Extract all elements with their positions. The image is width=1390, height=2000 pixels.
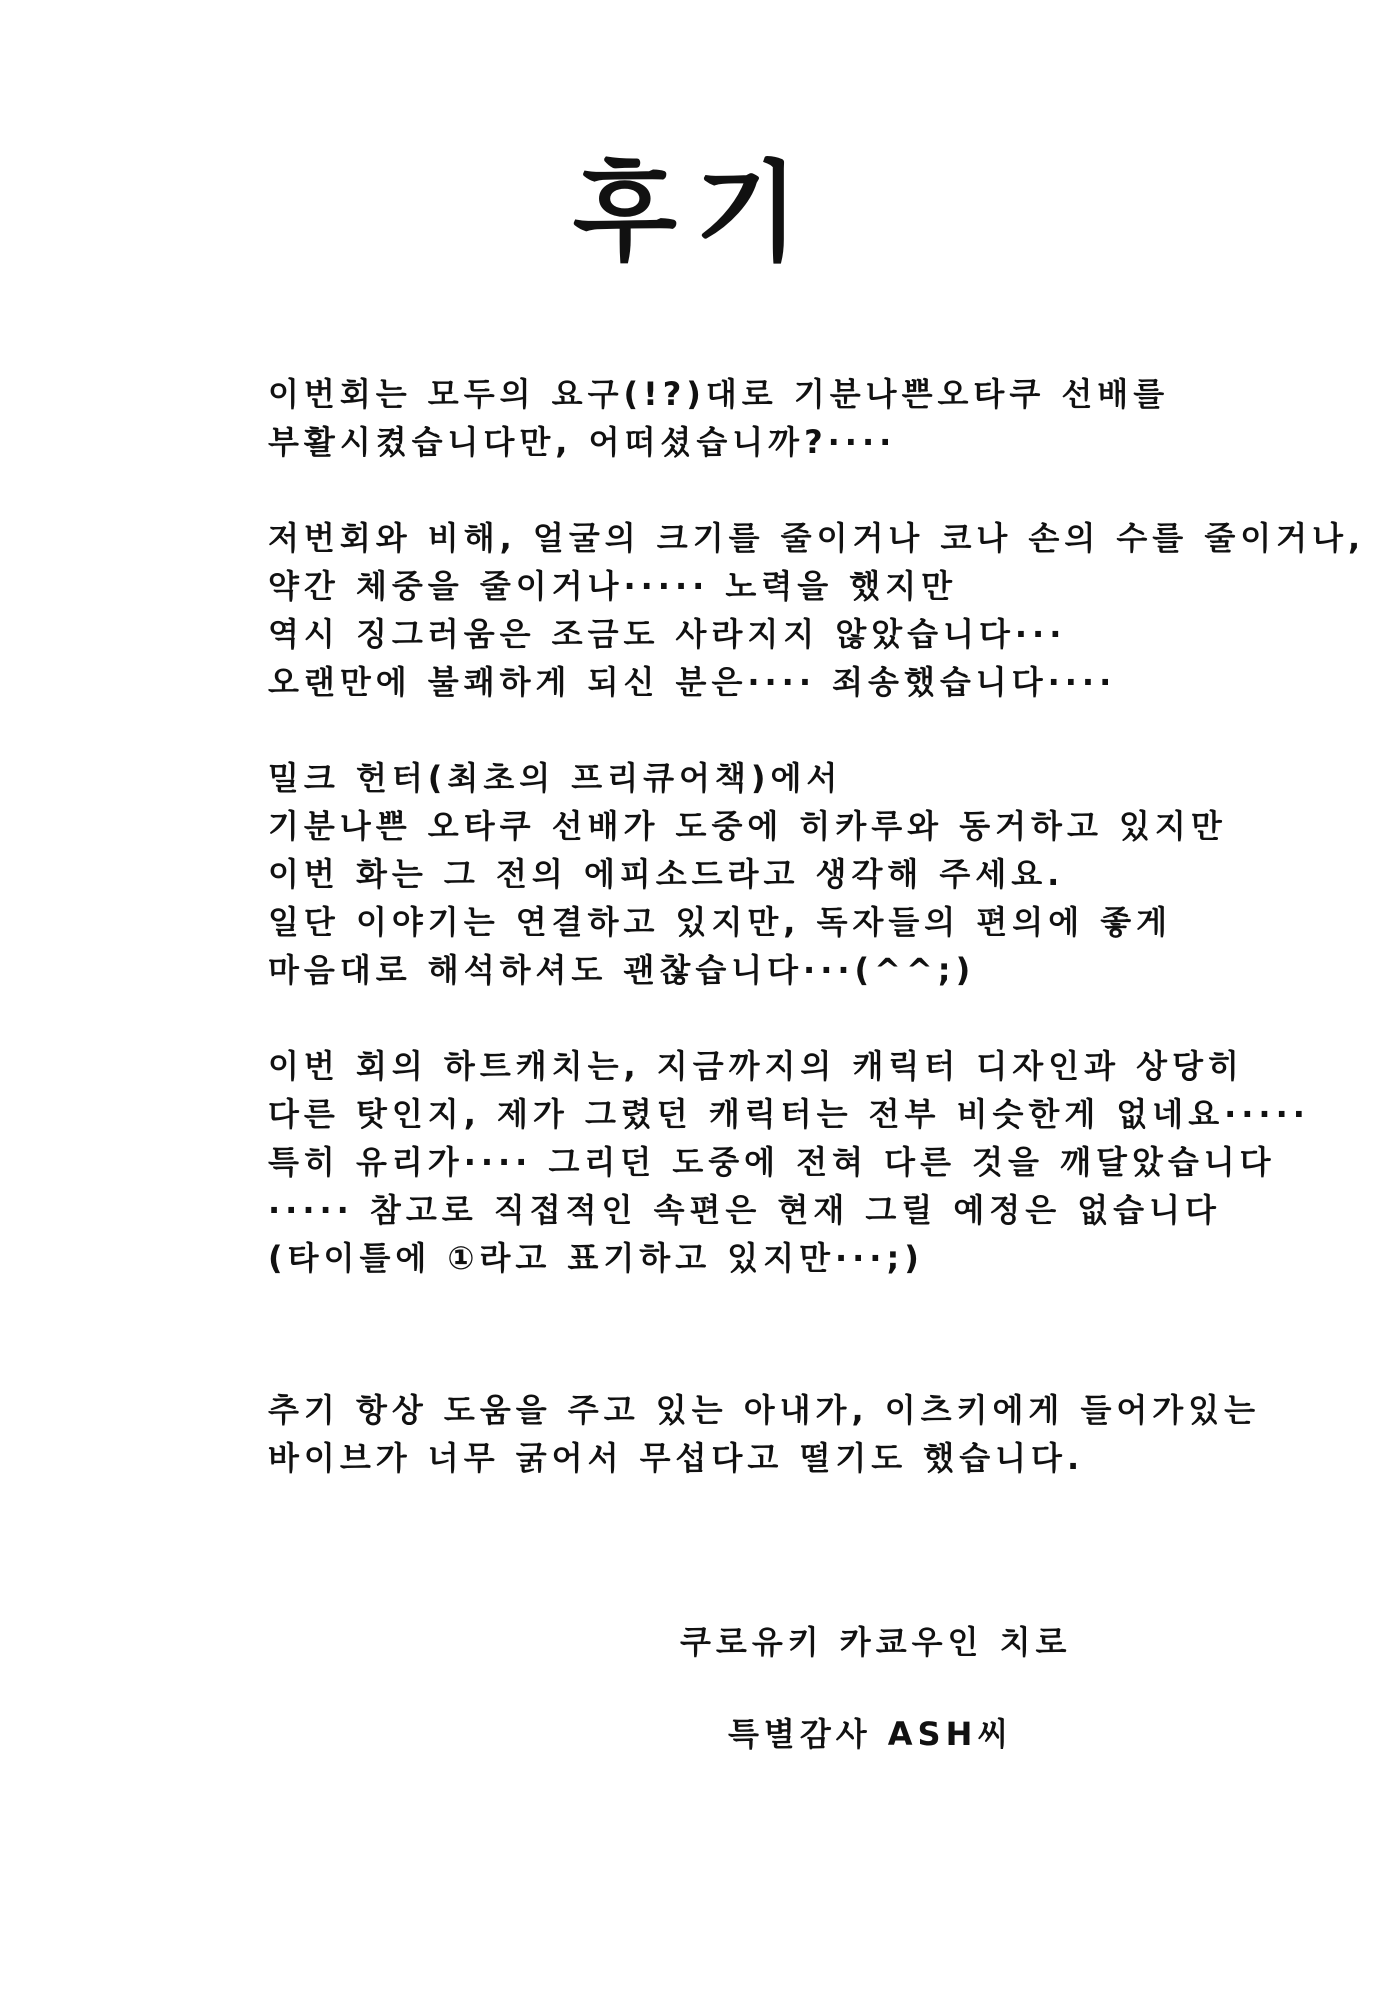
- text-line: 이번 회의 하트캐치는, 지금까지의 캐릭터 디자인과 상당히: [268, 1047, 1244, 1085]
- page-title: 후기: [572, 151, 818, 276]
- text-line: (타이틀에 ①라고 표기하고 있지만···;): [268, 1239, 924, 1277]
- text-line: 이번 화는 그 전의 에피소드라고 생각해 주세요.: [268, 855, 1065, 893]
- credits: [680, 1622, 1200, 1754]
- text-line: 오랜만에 불쾌하게 되신 분은···· 죄송했습니다····: [268, 663, 1117, 701]
- text-line: 부활시켰습니다만, 어떠셨습니까?····: [268, 423, 897, 461]
- text-line: ····· 참고로 직접적인 속편은 현재 그릴 예정은 없습니다: [268, 1191, 1221, 1229]
- special-thanks: 특별감사 ASH씨: [728, 1715, 1014, 1753]
- paragraph: [268, 370, 1348, 466]
- text-line: 저번회와 비해, 얼굴의 크기를 줄이거나 코나 손의 수를 줄이거나,: [268, 519, 1366, 557]
- paragraph: [268, 754, 1348, 994]
- afterword-body: [268, 370, 1366, 1530]
- text-line: 기분나쁜 오타쿠 선배가 도중에 히카루와 동거하고 있지만: [268, 807, 1227, 845]
- author-credit: 쿠로유키 카쿄우인 치로: [680, 1623, 1072, 1661]
- text-line: 이번회는 모두의 요구(!?)대로 기분나쁜오타쿠 선배를: [268, 375, 1170, 413]
- text-line: 바이브가 너무 굵어서 무섭다고 떨기도 했습니다.: [268, 1439, 1085, 1477]
- text-line: 다른 탓인지, 제가 그렸던 캐릭터는 전부 비슷한게 없네요·····: [268, 1095, 1310, 1133]
- text-line: 일단 이야기는 연결하고 있지만, 독자들의 편의에 좋게: [268, 903, 1173, 941]
- paragraph: [268, 1386, 1348, 1482]
- text-line: 밀크 헌터(최초의 프리큐어책)에서: [268, 759, 843, 797]
- paragraph: [268, 1042, 1348, 1282]
- text-line: 추기 항상 도움을 주고 있는 아내가, 이츠키에게 들어가있는: [268, 1391, 1261, 1429]
- text-line: 역시 징그러움은 조금도 사라지지 않았습니다···: [268, 615, 1067, 653]
- paragraph: [268, 514, 1366, 706]
- text-line: 마음대로 해석하셔도 괜찮습니다···(^^;): [268, 951, 976, 989]
- text-line: 특히 유리가···· 그리던 도중에 전혀 다른 것을 깨달았습니다: [268, 1143, 1276, 1181]
- text-line: 약간 체중을 줄이거나····· 노력을 했지만: [268, 567, 958, 605]
